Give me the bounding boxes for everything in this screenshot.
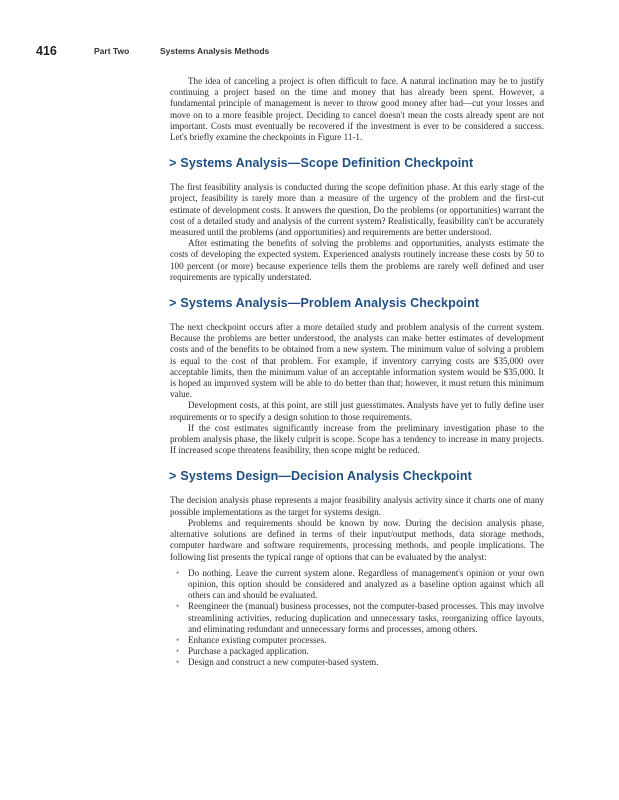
list-item: • Enhance existing computer processes. [176,634,327,645]
paragraph: After estimating the benefits of solving the problems and opportunities, analysts estimate the costs of developing the expected system. Experienced analysts routinely increase these costs by 50 to 100 percent (or more) because experience tells them the problems are rarely well defined and user requirements are typically understated. [170,238,544,282]
paragraph: The first feasibility analysis is conducted during the scope definition phase. At this early stage of the project, feasibility is rarely more than a measure of the urgency of the problem and the first-cut estimate of development costs. It answers the question, Do the problems (or opportunities) warrant the cost of a detailed study and analysis of the current system? Realistically, feasibility can't be accurately measured until the problems (and opportunities) and requirements are better understood. [170,182,544,238]
list-item: • Design and construct a new computer-based system. [176,657,379,668]
arrow-icon: > [169,469,177,484]
list-item: • Purchase a packaged application. [176,646,309,657]
options-list [170,568,544,669]
paragraph: The next checkpoint occurs after a more detailed study and problem analysis of the current system. Because the problems are better understood, the analysts can make better estimates of development costs and of the benefits to be obtained from a new system. The minimum value of solving a problem is equal to the cost of that problem. For example, if inventory carrying costs are $35,000 over acceptable limits, then the minimum value of an acceptable information system would be $35,000. It is hoped an improved system will be able to do better than that; however, it must return this minimum value. [170,322,544,400]
body-text [170,76,544,669]
bullet-icon: • [176,657,180,668]
arrow-icon: > [169,296,177,311]
section-heading-problem-analysis: > Systems Analysis—Problem Analysis Checkpoint [169,296,480,311]
paragraph: Problems and requirements should be known by now. During the decision analysis phase, alternative solutions are defined in terms of their input/output methods, data storage methods, computer hardware and software requirements, processing methods, and people implications. The following list presents the typical range of options that can be evaluated by the analyst: [170,517,544,562]
bullet-icon: • [176,634,180,645]
bullet-icon: • [176,601,180,612]
list-item: • Reengineer the (manual) business processes, not the computer-based processes. This may involve streamlining activities, reducing duplication and unnecessary tasks, reorganizing office layouts, and eliminating redundant and unnecessary forms and processes, among others. [176,601,544,634]
part-label: Part Two [94,46,130,56]
list-item: • Do nothing. Leave the current system alone. Regardless of management's opinion or your own opinion, this option should be considered and analyzed as a baseline option against which all others can and should be evaluated. [176,567,544,601]
section-heading-scope-definition: > Systems Analysis—Scope Definition Checkpoint [169,156,474,171]
bullet-icon: • [176,646,180,657]
page-header [36,44,583,60]
intro-paragraph: The idea of canceling a project is often difficult to face. A natural inclination may be to justify continuing a project based on the time and money that has already been spent. However, a fundamental principle of management is never to throw good money after bad—cut your losses and move on to a more feasible project. Deciding to cancel doesn't mean the costs already spent are not important. Costs must eventually be recovered if the investment is ever to be considered a success. Let's briefly examine the checkpoints in Figure 11-1. [170,76,544,143]
page-number: 416 [36,44,57,58]
arrow-icon: > [169,156,177,171]
section-heading-decision-analysis: > Systems Design—Decision Analysis Checkpoint [169,469,472,484]
paragraph: The decision analysis phase represents a major feasibility analysis activity since it charts one of many possible implementations as the target for systems design. [170,495,544,517]
bullet-icon: • [176,567,180,578]
paragraph: If the cost estimates significantly increase from the preliminary investigation phase to the problem analysis phase, the likely culprit is scope. Scope has a tendency to increase in many projects. If increased scope threatens feasibility, then scope might be reduced. [170,422,544,456]
chapter-title: Systems Analysis Methods [160,46,270,56]
paragraph: Development costs, at this point, are still just guesstimates. Analysts have yet to fully define user requirements or to specify a design solution to those requirements. [170,400,544,422]
